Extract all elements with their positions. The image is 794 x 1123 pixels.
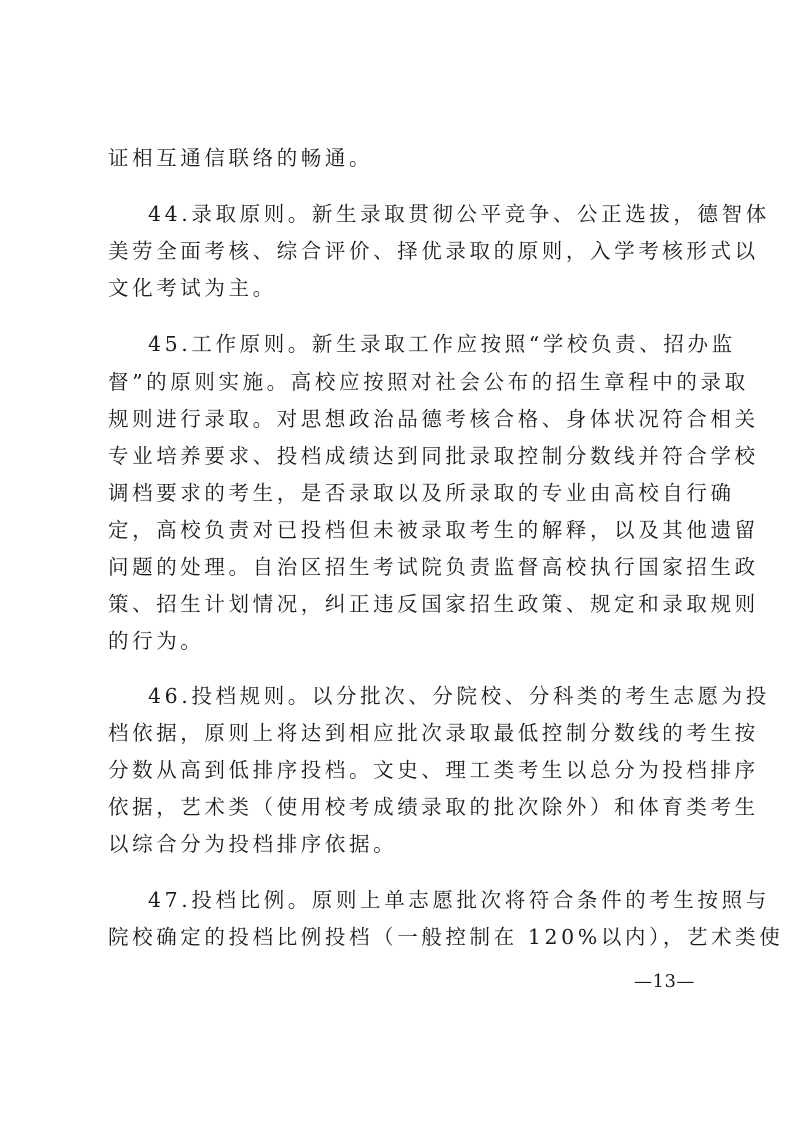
text-line: 47.投档比例。原则上单志愿批次将符合条件的考生按照与 [148,888,770,912]
text-line: 策、招生计划情况，纠正违反国家招生政策、规定和录取规则 [108,592,759,616]
text-line: 分数从高到低排序投档。文史、理工类考生以总分为投档排序 [108,758,759,782]
text-line: 44.录取原则。新生录取贯彻公平竞争、公正选拔，德智体 [148,202,770,226]
text-line: 督”的原则实施。高校应按照对社会公布的招生章程中的录取 [108,370,749,394]
text-line: 46.投档规则。以分批次、分院校、分科类的考生志愿为投 [148,684,770,708]
text-line: 证相互通信联络的畅通。 [108,146,374,170]
text-line: 规则进行录取。对思想政治品德考核合格、身体状况符合相关 [108,407,759,431]
text-line: 的行为。 [108,629,205,653]
text-line: 以综合分为投档排序依据。 [108,832,398,856]
text-line: 45.工作原则。新生录取工作应按照“学校负责、招办监 [148,332,736,356]
text-line: 专业培养要求、投档成绩达到同批录取控制分数线并符合学校 [108,444,759,468]
text-line: 院校确定的投档比例投档（一般控制在 120%以内），艺术类使 [108,925,784,949]
text-line: 文化考试为主。 [108,276,277,300]
text-line: 定，高校负责对已投档但未被录取考生的解释，以及其他遗留 [108,518,759,542]
page-number: —13— [634,971,695,992]
text-line: 调档要求的考生，是否录取以及所录取的专业由高校自行确 [108,481,735,505]
text-line: 依据，艺术类（使用校考成绩录取的批次除外）和体育类考生 [108,795,759,819]
text-line: 美劳全面考核、综合评价、择优录取的原则，入学考核形式以 [108,239,759,263]
text-line: 档依据，原则上将达到相应批次录取最低控制分数线的考生按 [108,721,759,745]
text-line: 问题的处理。自治区招生考试院负责监督高校执行国家招生政 [108,555,759,579]
